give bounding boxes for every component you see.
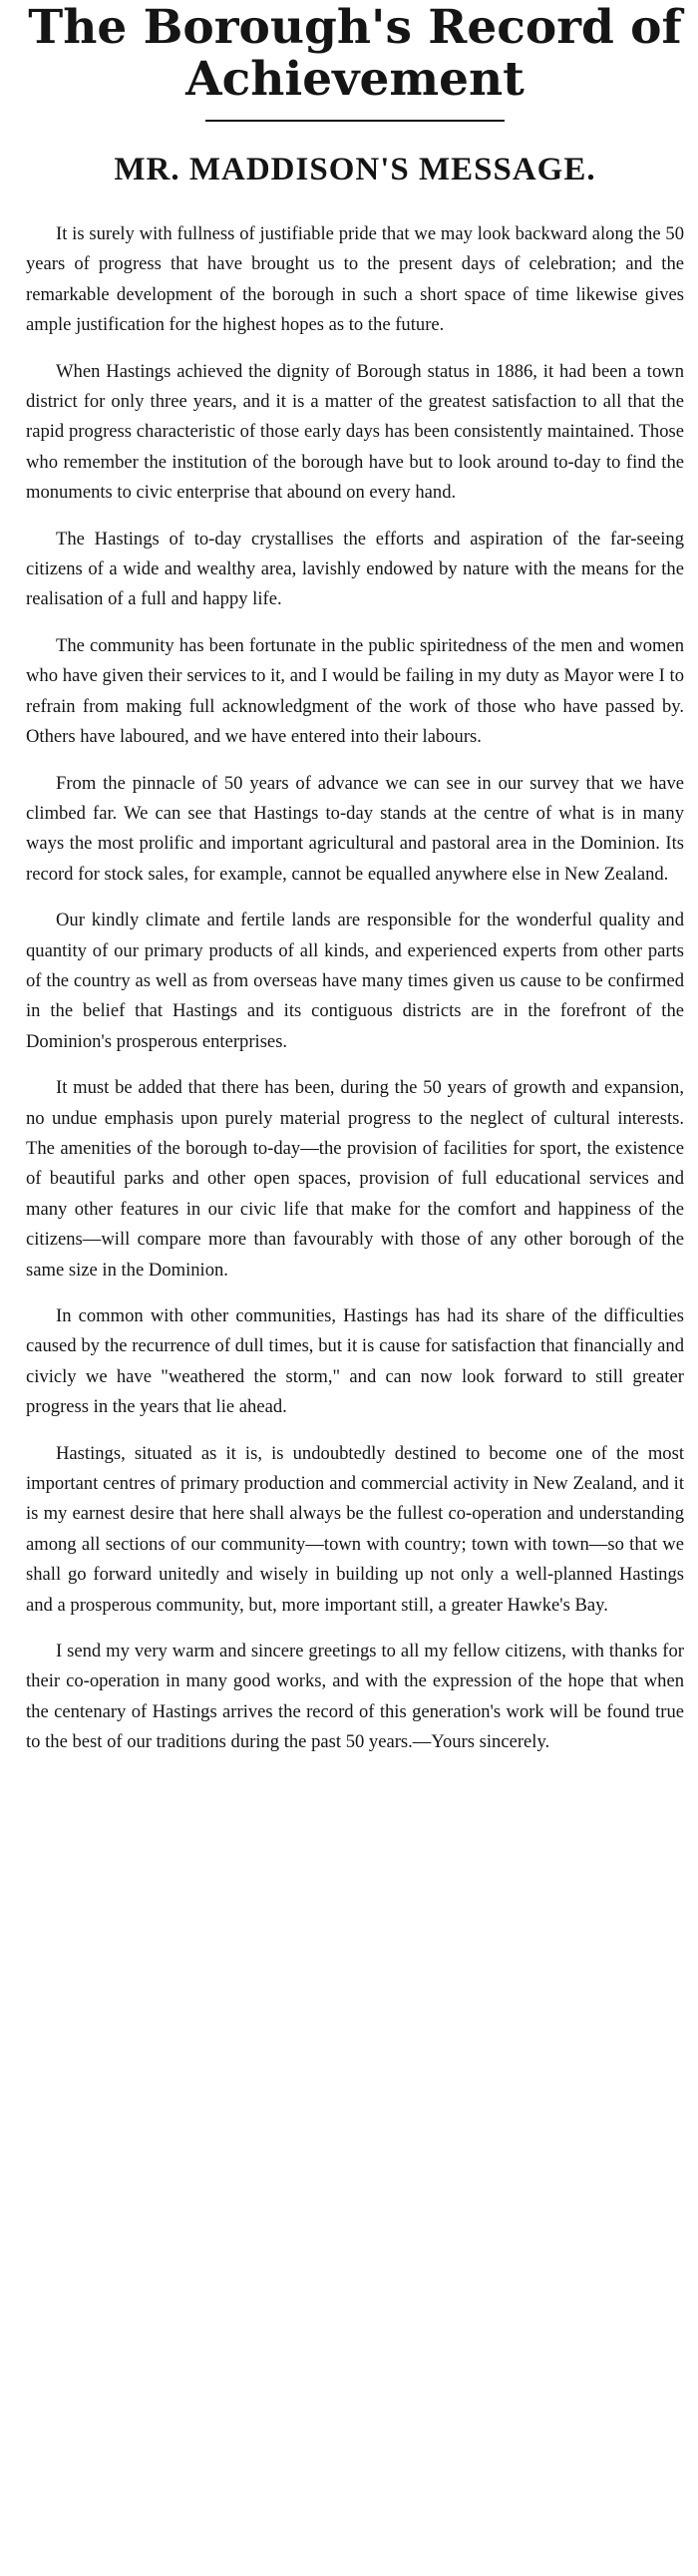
paragraph: It is surely with fullness of justifiable pride that we may look backward along the 50 years of progress that have brought us to the present days of celebration; and the remarkable development of the borough in such a short space of time likewise gives ample justification for the highest hopes as to the future. [26, 223, 684, 336]
paragraph: It must be added that there has been, during the 50 years of growth and expansion, no undue emphasis upon purely material progress to the neglect of cultural interests. The amenities of the borough to-day—the provision of facilities for sport, the existence of beautiful parks and other open spaces, provision of full educational services and many other features in our civic life that make for the comfort and happiness of the citizens—will compare more than favourably with those of any other borough of the same size in the Dominion. [26, 1077, 684, 1281]
paragraph: Our kindly climate and fertile lands are responsible for the wonderful quality and quantity of our primary products of all kinds, and experienced experts from other parts of the country as well as from overseas have many times given us cause to be confirmed in the belief that Hastings and its contiguous districts are in the forefront of the Dominion's prosperous enterprises. [26, 910, 684, 1052]
subheading: MR. MADDISON'S MESSAGE. [114, 152, 596, 187]
paragraph: When Hastings achieved the dignity of Borough status in 1886, it had been a town district for only three years, and it is a matter of the greatest satisfaction to all that the rapid progress characteristic of those early days has been consistently maintained. Those who remember the institution of the borough have but to look around to-day to find the monuments to civic enterprise that abound on every hand. [26, 360, 684, 504]
headline [26, 2, 684, 106]
headline-line-2: Achievement [185, 52, 524, 107]
paragraph: The community has been fortunate in the public spiritedness of the men and women who have given their services to it, and I would be failing in my duty as Mayor were I to refrain from making full acknowledgment of the work of those who have passed by. Others have laboured, and we have entered into their labours. [26, 634, 684, 748]
paragraph: In common with other communities, Hastings has had its share of the difficulties caused by the recurrence of dull times, but it is cause for satisfaction that financially and civicly we have "weathered the storm," and can now look forward to still greater progress in the years that lie ahead. [26, 1305, 684, 1418]
paragraph: I send my very warm and sincere greetings to all my fellow citizens, with thanks for their co-operation in many good works, and with the expression of the hope that when the centenary of Hastings arrives the record of this generation's work will be found true to the best of our traditions during the past 50 years.—Yours sincerely. [26, 1641, 684, 1753]
article-body [26, 219, 684, 1758]
paragraph: The Hastings of to-day crystallises the efforts and aspiration of the far-seeing citizens of a wide and wealthy area, lavishly endowed by nature with the means for the realisation of a full and happy life. [26, 528, 684, 610]
paragraph: From the pinnacle of 50 years of advance we can see in our survey that we have climbed far. We can see that Hastings to-day stands at the centre of what is in many ways the most prolific and important agricultural and pastoral area in the Dominion. Its record for stock sales, for example, cannot be equalled anywhere else in New Zealand. [26, 772, 684, 885]
newspaper-article [0, 2, 698, 2576]
headline-divider [205, 120, 505, 122]
headline-line-1: The Borough's Record of [28, 0, 682, 55]
paragraph: Hastings, situated as it is, is undoubtedly destined to become one of the most important centres of primary production and commercial activity in New Zealand, and it is my earnest desire that here shall always be the fullest co-operation and understanding among all sections of our community—town with country; town with town—so that we shall go forward unitedly and wisely in building up not only a well-planned Hastings and a prosperous community, but, more important still, a greater Hawke's Bay. [26, 1442, 684, 1616]
